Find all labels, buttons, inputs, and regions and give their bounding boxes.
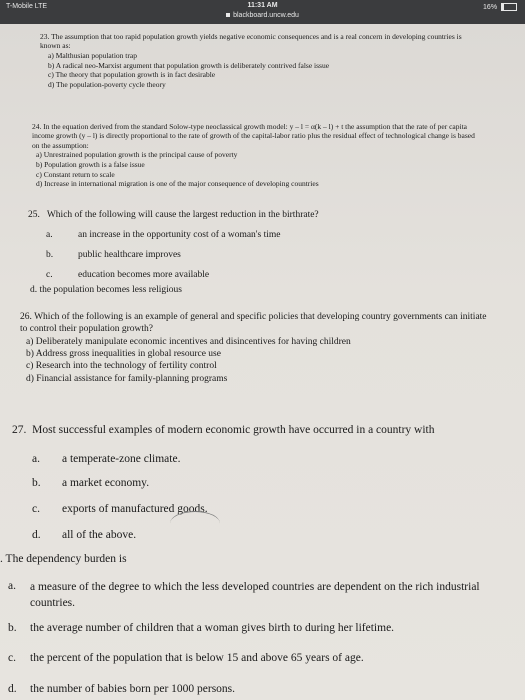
option-c-text[interactable]: exports of manufactured goods. bbox=[62, 503, 208, 515]
option-c[interactable]: c. bbox=[32, 503, 40, 515]
option-b[interactable]: b. bbox=[8, 622, 17, 634]
url-text: blackboard.uncw.edu bbox=[233, 12, 299, 19]
option-a[interactable]: a. bbox=[32, 453, 40, 465]
question-stem: 23. The assumption that too rapid population growth yields negative economic consequences and is a real concern in developing countries is known as: bbox=[40, 32, 462, 51]
question-23 bbox=[40, 32, 480, 90]
option-b[interactable]: b) Address gross inequalities in global resource use bbox=[26, 349, 221, 360]
question-stem: 27. Most successful examples of modern economic growth have occurred in a country with bbox=[12, 424, 435, 436]
option-a[interactable]: a) Unrestrained population growth is the principal cause of poverty bbox=[36, 150, 238, 160]
option-c[interactable]: c. bbox=[8, 652, 16, 664]
option-c[interactable]: c) The theory that population growth is in fact desirable bbox=[48, 70, 216, 80]
option-d-text[interactable]: the number of babies born per 1000 persons. bbox=[30, 683, 236, 695]
option-a[interactable]: a. bbox=[46, 230, 53, 240]
battery-icon bbox=[501, 3, 517, 11]
option-d[interactable]: d) The population-poverty cycle theory bbox=[48, 80, 166, 89]
option-a[interactable]: a) Malthusian population trap bbox=[48, 50, 137, 60]
option-c-text[interactable]: education becomes more available bbox=[78, 270, 210, 280]
option-a-text[interactable]: a measure of the degree to which the less developed countries are dependent on the rich industrial countries. bbox=[30, 581, 480, 609]
quiz-page bbox=[0, 24, 525, 700]
option-d[interactable]: d) Financial assistance for family-planning programs bbox=[26, 373, 228, 384]
option-d-text[interactable]: all of the above. bbox=[62, 529, 137, 541]
carrier-label: T-Mobile LTE bbox=[6, 3, 48, 10]
option-b-text[interactable]: the average number of children that a woman gives birth to during her lifetime. bbox=[30, 622, 395, 634]
status-bar bbox=[0, 0, 525, 24]
option-c-text[interactable]: the percent of the population that is below 15 and above 65 years of age. bbox=[30, 652, 364, 664]
option-b-text[interactable]: a market economy. bbox=[62, 477, 150, 489]
option-b[interactable]: b. bbox=[46, 250, 54, 260]
question-25 bbox=[28, 210, 498, 310]
option-b-text[interactable]: public healthcare improves bbox=[78, 250, 181, 260]
lock-icon bbox=[226, 13, 230, 17]
option-d[interactable]: d) Increase in international migration is one of the major consequence of developing countries bbox=[36, 179, 319, 189]
option-a[interactable]: a. bbox=[8, 580, 16, 592]
question-stem: 25. Which of the following will cause the largest reduction in the birthrate? bbox=[28, 210, 319, 220]
option-c[interactable]: c) Constant return to scale bbox=[36, 169, 115, 179]
option-d[interactable]: d. the population becomes less religious bbox=[30, 285, 182, 295]
question-dependency-burden bbox=[0, 552, 520, 700]
question-26 bbox=[20, 312, 490, 385]
pencil-mark bbox=[170, 511, 220, 536]
option-d[interactable]: d. bbox=[32, 529, 41, 541]
option-c[interactable]: c) Research into the technology of fertility control bbox=[26, 361, 217, 372]
option-a-text[interactable]: an increase in the opportunity cost of a woman's time bbox=[78, 230, 281, 240]
battery-indicator bbox=[483, 3, 517, 11]
option-b[interactable]: b) Population growth is a false issue bbox=[36, 159, 145, 169]
question-stem: 26. Which of the following is an example of general and specific policies that developing country governments can initiate to control their population growth? bbox=[20, 312, 487, 334]
url-bar[interactable] bbox=[0, 12, 525, 19]
option-a-text[interactable]: a temperate-zone climate. bbox=[62, 453, 181, 465]
option-a[interactable]: a) Deliberately manipulate economic incentives and disincentives for having children bbox=[26, 336, 351, 347]
option-b[interactable]: b. bbox=[32, 477, 41, 489]
option-c[interactable]: c. bbox=[46, 270, 53, 280]
clock: 11:31 AM bbox=[247, 2, 278, 9]
question-stem: . The dependency burden is bbox=[0, 553, 127, 565]
option-b[interactable]: b) A radical neo-Marxist argument that population growth is deliberately contrived false issue bbox=[48, 60, 330, 70]
option-d[interactable]: d. bbox=[8, 683, 17, 695]
question-24 bbox=[32, 122, 480, 189]
question-stem: 24. In the equation derived from the standard Solow-type neoclassical growth model: y – l = α(k – l) + t the assumption that the rate of per capita income growth (y – l) is directly proportional to the rate of growth of the capital-labor ratio plus the residual effect of technological change is based on the assumption: bbox=[32, 122, 475, 150]
battery-percent: 16% bbox=[483, 3, 498, 11]
question-27 bbox=[12, 423, 517, 543]
